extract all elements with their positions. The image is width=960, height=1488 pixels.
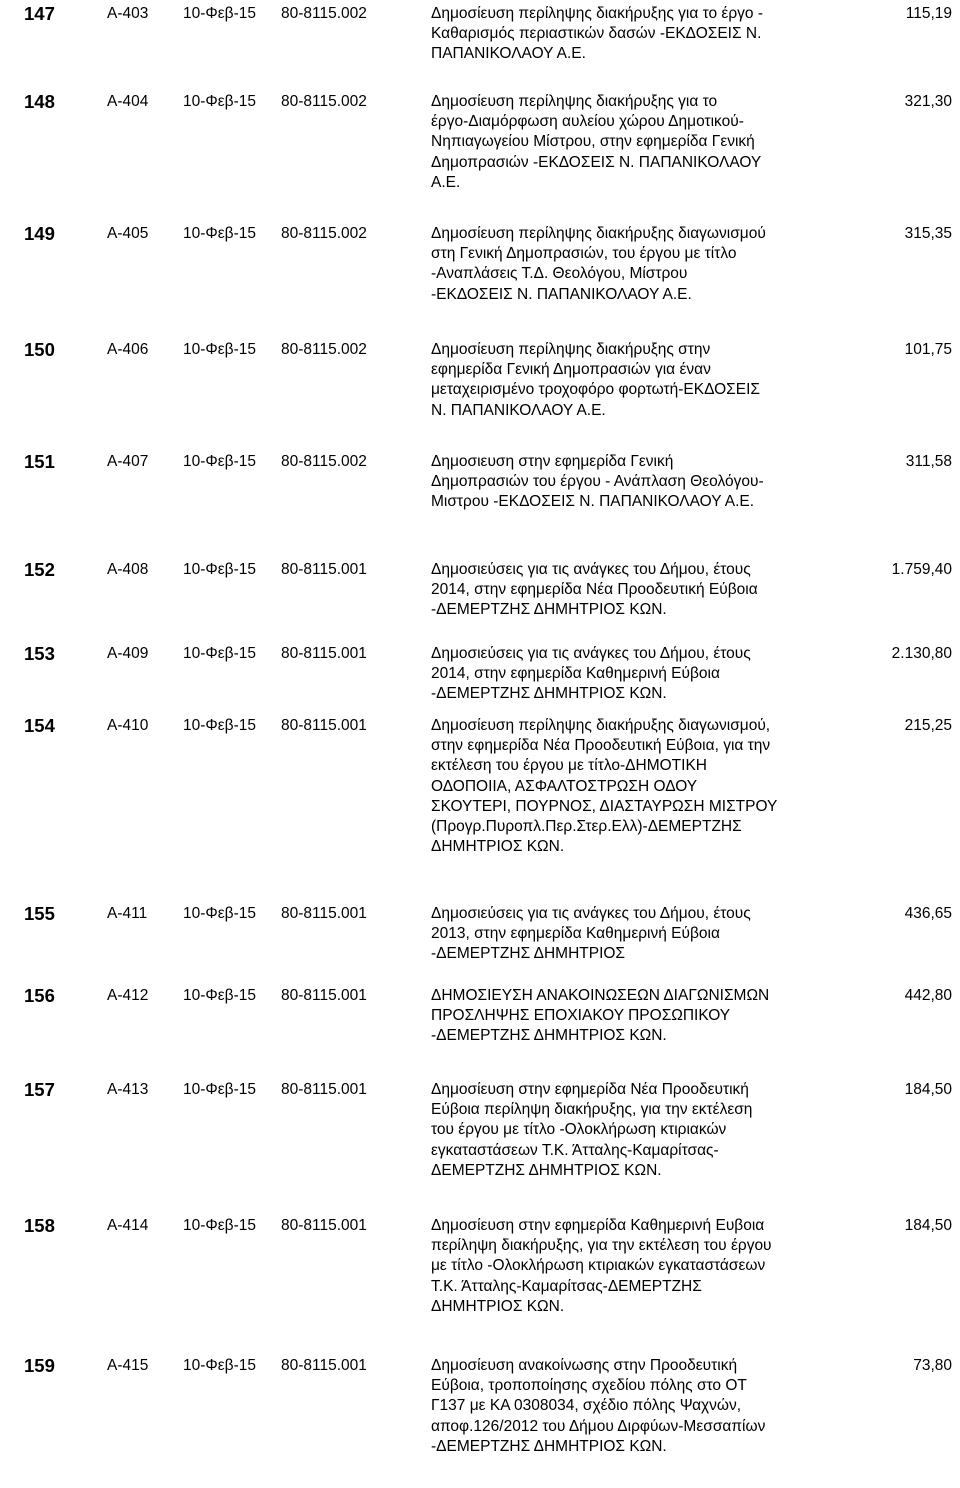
amount: 2.130,80 bbox=[891, 645, 952, 662]
description-line: Νηπιαγωγείου Μίστρου, στην εφημερίδα Γενική bbox=[431, 133, 755, 151]
row-number: 155 bbox=[24, 903, 55, 924]
description-line: ΔΗΜΗΤΡΙΟΣ ΚΩΝ. bbox=[431, 1297, 565, 1315]
row-number: 156 bbox=[24, 985, 55, 1006]
description-line: Δημοπρασιών -ΕΚΔΟΣΕΙΣ Ν. ΠΑΠΑΝΙΚΟΛΑΟΥ bbox=[431, 153, 762, 171]
description-line: -ΔΕΜΕΡΤΖΗΣ ΔΗΜΗΤΡΙΟΣ ΚΩΝ. bbox=[431, 1437, 667, 1455]
description-line: Μιστρου -ΕΚΔΟΣΕΙΣ Ν. ΠΑΠΑΝΙΚΟΛΑΟΥ Α.Ε. bbox=[431, 493, 755, 511]
description-line: αποφ.126/2012 του Δήμου Διρφύων-Μεσσαπίων bbox=[431, 1417, 766, 1435]
account-code: 80-8115.001 bbox=[281, 1217, 367, 1234]
document-code: Α-408 bbox=[107, 561, 149, 578]
description-line: ΠΑΠΑΝΙΚΟΛΑΟΥ Α.Ε. bbox=[431, 45, 586, 63]
description-line: περίληψη διακήρυξης, για την εκτέλεση του έργου bbox=[431, 1237, 772, 1255]
description-line: Εύβοια περίληψη διακήρυξης, για την εκτέλεση bbox=[431, 1101, 753, 1119]
row-number: 158 bbox=[24, 1215, 55, 1236]
document-code: Α-412 bbox=[107, 987, 149, 1004]
description-line: ΔΗΜΗΤΡΙΟΣ ΚΩΝ. bbox=[431, 838, 565, 856]
description-line: Α.Ε. bbox=[431, 173, 461, 191]
amount: 315,35 bbox=[904, 225, 952, 242]
account-code: 80-8115.002 bbox=[281, 453, 367, 470]
description bbox=[431, 1080, 831, 1181]
description-line: Γ137 με ΚΑ 0308034, σχέδιο πόλης Ψαχνών, bbox=[431, 1397, 742, 1415]
document-code: Α-404 bbox=[107, 93, 149, 110]
description-line: μεταχειρισμένο τροχοφόρο φορτωτή-ΕΚΔΟΣΕΙΣ bbox=[431, 381, 760, 399]
description-line: 2013, στην εφημερίδα Καθημερινή Εύβοια bbox=[431, 925, 720, 943]
row-number: 151 bbox=[24, 451, 55, 472]
row-number: 148 bbox=[24, 91, 55, 112]
amount: 311,58 bbox=[905, 453, 952, 470]
row-number: 147 bbox=[24, 3, 55, 24]
description-line: Δημοσίευση περίληψης διακήρυξης διαγωνισμού, bbox=[431, 717, 771, 734]
description-line: Δημοσίευση περίληψης διακήρυξης για το bbox=[431, 93, 718, 110]
description-line: εφημερίδα Γενική Δημοπρασιών για έναν bbox=[431, 361, 711, 379]
account-code: 80-8115.001 bbox=[281, 1081, 367, 1098]
document-code: Α-413 bbox=[107, 1081, 149, 1098]
description-line: Εύβοια, τροποποίησης σχεδίου πόλης στο ΟΤ bbox=[431, 1377, 747, 1395]
description-line: στη Γενική Δημοπρασιών, του έργου με τίτλο bbox=[431, 245, 737, 263]
account-code: 80-8115.001 bbox=[281, 561, 367, 578]
document-date: 10-Φεβ-15 bbox=[183, 341, 256, 358]
document-date: 10-Φεβ-15 bbox=[183, 717, 256, 734]
account-code: 80-8115.001 bbox=[281, 645, 367, 662]
description-line: Δημοσίευση ανακοίνωσης στην Προοδευτική bbox=[431, 1357, 738, 1374]
description bbox=[431, 560, 831, 621]
description-line: Δημοσίευση στην εφημερίδα Καθημερινή Ευβοια bbox=[431, 1217, 765, 1234]
description-line: Δημοσιευση στην εφημερίδα Γενική bbox=[431, 453, 674, 470]
description-line: ΟΔΟΠΟΙΙΑ, ΑΣΦΑΛΤΟΣΤΡΩΣΗ ΟΔΟΥ bbox=[431, 777, 698, 795]
description-line: 2014, στην εφημερίδα Νέα Προοδευτική Εύβοια bbox=[431, 581, 758, 599]
description bbox=[431, 92, 831, 193]
document-date: 10-Φεβ-15 bbox=[183, 453, 256, 470]
document-date: 10-Φεβ-15 bbox=[183, 1217, 256, 1234]
description-line: εγκαταστάσεων Τ.Κ. Άτταλης-Καμαρίτσας- bbox=[431, 1141, 719, 1159]
document-date: 10-Φεβ-15 bbox=[183, 645, 256, 662]
account-code: 80-8115.002 bbox=[281, 5, 367, 22]
document-date: 10-Φεβ-15 bbox=[183, 561, 256, 578]
description-line: Δημοσίευση περίληψης διακήρυξης για το έργο - bbox=[431, 5, 763, 22]
description-line: ΣΚΟΥΤΕΡΙ, ΠΟΥΡΝΟΣ, ΔΙΑΣΤΑΥΡΩΣΗ ΜΙΣΤΡΟΥ bbox=[431, 797, 778, 815]
document-code: Α-406 bbox=[107, 341, 149, 358]
description bbox=[431, 4, 831, 65]
row-number: 149 bbox=[24, 223, 55, 244]
document-code: Α-415 bbox=[107, 1357, 149, 1374]
description bbox=[431, 1356, 831, 1457]
description-line: με τίτλο -Ολοκλήρωση κτιριακών εγκαταστάσεων bbox=[431, 1257, 766, 1275]
description-line: Δημοσίευση στην εφημερίδα Νέα Προοδευτική bbox=[431, 1081, 749, 1098]
amount: 115,19 bbox=[905, 5, 952, 22]
row-number: 157 bbox=[24, 1079, 55, 1100]
description-line: Ν. ΠΑΠΑΝΙΚΟΛΑΟΥ Α.Ε. bbox=[431, 401, 606, 419]
document-code: Α-409 bbox=[107, 645, 149, 662]
row-number: 154 bbox=[24, 715, 55, 736]
document-date: 10-Φεβ-15 bbox=[183, 905, 256, 922]
description-line: 2014, στην εφημερίδα Καθημερινή Εύβοια bbox=[431, 665, 720, 683]
account-code: 80-8115.002 bbox=[281, 341, 367, 358]
document-code: Α-411 bbox=[107, 905, 148, 922]
description bbox=[431, 716, 831, 857]
account-code: 80-8115.001 bbox=[281, 1357, 367, 1374]
amount: 442,80 bbox=[904, 987, 952, 1004]
description-line: του έργου με τίτλο -Ολοκλήρωση κτιριακών bbox=[431, 1121, 727, 1139]
document-code: Α-403 bbox=[107, 5, 149, 22]
document-date: 10-Φεβ-15 bbox=[183, 225, 256, 242]
description-line: -ΔΕΜΕΡΤΖΗΣ ΔΗΜΗΤΡΙΟΣ ΚΩΝ. bbox=[431, 601, 667, 619]
document-date: 10-Φεβ-15 bbox=[183, 1357, 256, 1374]
description bbox=[431, 452, 831, 513]
amount: 215,25 bbox=[904, 717, 952, 734]
description-line: στην εφημερίδα Νέα Προοδευτική Εύβοια, για την bbox=[431, 737, 771, 755]
description-line: Δημοσιεύσεις για τις ανάγκες του Δήμου, έτους bbox=[431, 905, 751, 922]
amount: 184,50 bbox=[904, 1081, 952, 1098]
description-line: Δημοσιεύσεις για τις ανάγκες του Δήμου, έτους bbox=[431, 645, 751, 662]
description-line: -ΔΕΜΕΡΤΖΗΣ ΔΗΜΗΤΡΙΟΣ ΚΩΝ. bbox=[431, 1027, 667, 1045]
row-number: 152 bbox=[24, 559, 55, 580]
description bbox=[431, 224, 831, 305]
document-code: Α-410 bbox=[107, 717, 149, 734]
account-code: 80-8115.001 bbox=[281, 717, 367, 734]
description-line: ΠΡΟΣΛΗΨΗΣ ΕΠΟΧΙΑΚΟΥ ΠΡΟΣΩΠΙΚΟΥ bbox=[431, 1007, 731, 1025]
account-code: 80-8115.002 bbox=[281, 93, 367, 110]
row-number: 153 bbox=[24, 643, 55, 664]
amount: 321,30 bbox=[904, 93, 952, 110]
description-line: έργο-Διαμόρφωση αυλείου χώρου Δημοτικού- bbox=[431, 113, 744, 131]
amount: 184,50 bbox=[904, 1217, 952, 1234]
description-line: Δημοπρασιών του έργου - Ανάπλαση Θεολόγου- bbox=[431, 473, 764, 491]
description bbox=[431, 644, 831, 705]
description-line: -ΔΕΜΕΡΤΖΗΣ ΔΗΜΗΤΡΙΟΣ bbox=[431, 945, 626, 963]
document-date: 10-Φεβ-15 bbox=[183, 987, 256, 1004]
document-date: 10-Φεβ-15 bbox=[183, 93, 256, 110]
description-line: ΔΗΜΟΣΙΕΥΣΗ ΑΝΑΚΟΙΝΩΣΕΩΝ ΔΙΑΓΩΝΙΣΜΩΝ bbox=[431, 987, 770, 1004]
row-number: 150 bbox=[24, 339, 55, 360]
description-line: Δημοσίευση περίληψης διακήρυξης στην bbox=[431, 341, 711, 358]
description-line: -ΔΕΜΕΡΤΖΗΣ ΔΗΜΗΤΡΙΟΣ ΚΩΝ. bbox=[431, 685, 667, 703]
account-code: 80-8115.002 bbox=[281, 225, 367, 242]
document-code: Α-405 bbox=[107, 225, 149, 242]
description-line: εκτέλεση του έργου με τίτλο-ΔΗΜΟΤΙΚΗ bbox=[431, 757, 707, 775]
account-code: 80-8115.001 bbox=[281, 987, 367, 1004]
document-code: Α-414 bbox=[107, 1217, 149, 1234]
row-number: 159 bbox=[24, 1355, 55, 1376]
amount: 101,75 bbox=[904, 341, 952, 358]
document-date: 10-Φεβ-15 bbox=[183, 1081, 256, 1098]
description-line: -ΕΚΔΟΣΕΙΣ Ν. ΠΑΠΑΝΙΚΟΛΑΟΥ Α.Ε. bbox=[431, 285, 692, 303]
description-line: ΔΕΜΕΡΤΖΗΣ ΔΗΜΗΤΡΙΟΣ ΚΩΝ. bbox=[431, 1161, 662, 1179]
document-code: Α-407 bbox=[107, 453, 149, 470]
description bbox=[431, 986, 831, 1047]
description bbox=[431, 340, 831, 421]
document-date: 10-Φεβ-15 bbox=[183, 5, 256, 22]
amount: 73,80 bbox=[913, 1357, 952, 1374]
amount: 1.759,40 bbox=[891, 561, 952, 578]
account-code: 80-8115.001 bbox=[281, 905, 367, 922]
description-line: Δημοσίευση περίληψης διακήρυξης διαγωνισμού bbox=[431, 225, 766, 242]
amount: 436,65 bbox=[904, 905, 952, 922]
description-line: Καθαρισμός περιαστικών δασών -ΕΚΔΟΣΕΙΣ Ν. bbox=[431, 25, 762, 43]
description-line: -Αναπλάσεις Τ.Δ. Θεολόγου, Μίστρου bbox=[431, 265, 688, 283]
description-line: Τ.Κ. Άτταλης-Καμαρίτσας-ΔΕΜΕΡΤΖΗΣ bbox=[431, 1277, 702, 1295]
description bbox=[431, 1216, 831, 1317]
description-line: (Προγρ.Πυροπλ.Περ.Στερ.Ελλ)-ΔΕΜΕΡΤΖΗΣ bbox=[431, 818, 742, 836]
description-line: Δημοσιεύσεις για τις ανάγκες του Δήμου, έτους bbox=[431, 561, 751, 578]
description bbox=[431, 904, 831, 965]
